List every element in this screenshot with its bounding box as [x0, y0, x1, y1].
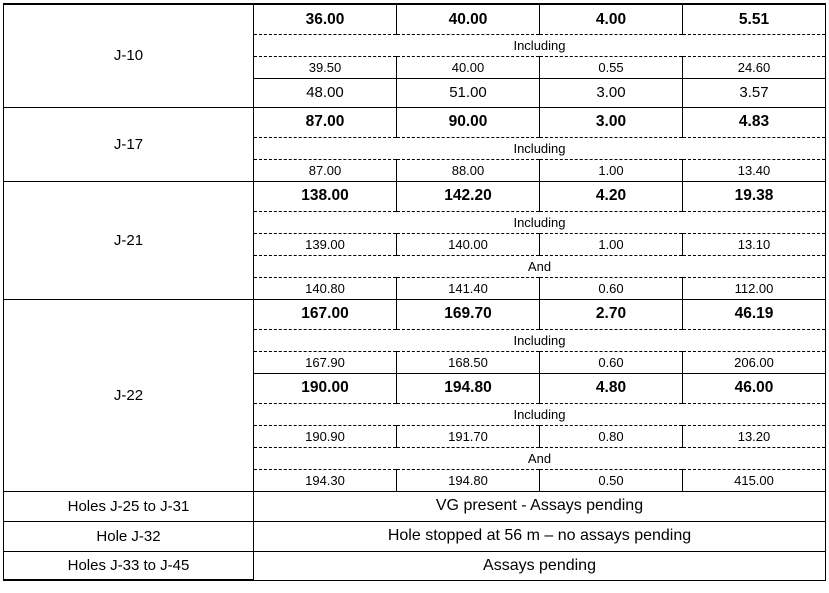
length-cell: 0.60 — [540, 277, 683, 299]
length-cell: 3.00 — [540, 78, 683, 107]
grade-cell: 13.10 — [683, 233, 826, 255]
to-cell: 40.00 — [397, 4, 540, 34]
from-cell: 190.00 — [254, 373, 397, 403]
length-cell: 1.00 — [540, 233, 683, 255]
grade-cell: 46.19 — [683, 299, 826, 329]
to-cell: 90.00 — [397, 107, 540, 137]
to-cell: 51.00 — [397, 78, 540, 107]
qualifier-label: Including — [254, 211, 826, 233]
from-cell: 194.30 — [254, 469, 397, 491]
length-cell: 0.55 — [540, 56, 683, 78]
from-cell: 87.00 — [254, 159, 397, 181]
status-row — [4, 551, 826, 580]
length-cell: 4.80 — [540, 373, 683, 403]
grade-cell: 19.38 — [683, 181, 826, 211]
hole-id-cell: J-10 — [4, 4, 254, 107]
grade-cell: 24.60 — [683, 56, 826, 78]
status-cell: Hole stopped at 56 m – no assays pending — [254, 521, 826, 551]
grade-cell: 5.51 — [683, 4, 826, 34]
hole-range-cell: Holes J-33 to J-45 — [4, 551, 254, 580]
to-cell: 142.20 — [397, 181, 540, 211]
length-cell: 2.70 — [540, 299, 683, 329]
from-cell: 190.90 — [254, 425, 397, 447]
from-cell: 39.50 — [254, 56, 397, 78]
qualifier-label: Including — [254, 329, 826, 351]
status-cell: VG present - Assays pending — [254, 491, 826, 521]
hole-id-cell: J-17 — [4, 107, 254, 181]
qualifier-label: Including — [254, 137, 826, 159]
status-cell: Assays pending — [254, 551, 826, 580]
qualifier-label: And — [254, 447, 826, 469]
drill-results-body — [4, 4, 826, 580]
length-cell: 0.60 — [540, 351, 683, 373]
from-cell: 87.00 — [254, 107, 397, 137]
from-cell: 139.00 — [254, 233, 397, 255]
from-cell: 167.00 — [254, 299, 397, 329]
grade-cell: 13.20 — [683, 425, 826, 447]
interval-row — [4, 107, 826, 137]
interval-row — [4, 181, 826, 211]
grade-cell: 206.00 — [683, 351, 826, 373]
grade-cell: 4.83 — [683, 107, 826, 137]
to-cell: 140.00 — [397, 233, 540, 255]
status-row — [4, 491, 826, 521]
status-row — [4, 521, 826, 551]
hole-id-cell: J-22 — [4, 299, 254, 491]
from-cell: 48.00 — [254, 78, 397, 107]
length-cell: 3.00 — [540, 107, 683, 137]
to-cell: 40.00 — [397, 56, 540, 78]
grade-cell: 3.57 — [683, 78, 826, 107]
qualifier-label: Including — [254, 34, 826, 56]
to-cell: 194.80 — [397, 373, 540, 403]
to-cell: 191.70 — [397, 425, 540, 447]
length-cell: 4.20 — [540, 181, 683, 211]
qualifier-label: Including — [254, 403, 826, 425]
length-cell: 0.80 — [540, 425, 683, 447]
hole-range-cell: Hole J-32 — [4, 521, 254, 551]
to-cell: 169.70 — [397, 299, 540, 329]
length-cell: 4.00 — [540, 4, 683, 34]
interval-row — [4, 299, 826, 329]
grade-cell: 112.00 — [683, 277, 826, 299]
grade-cell: 46.00 — [683, 373, 826, 403]
from-cell: 138.00 — [254, 181, 397, 211]
to-cell: 141.40 — [397, 277, 540, 299]
grade-cell: 13.40 — [683, 159, 826, 181]
to-cell: 168.50 — [397, 351, 540, 373]
qualifier-label: And — [254, 255, 826, 277]
hole-range-cell: Holes J-25 to J-31 — [4, 491, 254, 521]
to-cell: 88.00 — [397, 159, 540, 181]
to-cell: 194.80 — [397, 469, 540, 491]
grade-cell: 415.00 — [683, 469, 826, 491]
from-cell: 36.00 — [254, 4, 397, 34]
from-cell: 167.90 — [254, 351, 397, 373]
from-cell: 140.80 — [254, 277, 397, 299]
length-cell: 1.00 — [540, 159, 683, 181]
length-cell: 0.50 — [540, 469, 683, 491]
hole-id-cell: J-21 — [4, 181, 254, 299]
drill-results-table — [3, 3, 826, 581]
interval-row — [4, 4, 826, 34]
